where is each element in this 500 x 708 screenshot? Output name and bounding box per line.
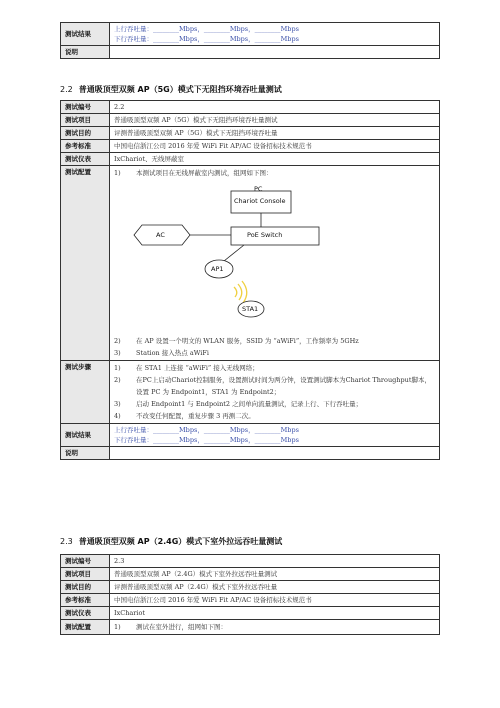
config-key: 测试配置 [61,620,110,635]
upload-line: 上行吞吐量：________Mbps，________Mbps，________Mbps [114,25,299,33]
section-title: 普通吸顶型双频 AP（5G）模式下无阻挡环境吞吐量测试 [78,85,282,94]
row-value: IxChariot [110,607,440,620]
table-row [61,153,440,166]
result-key: 测试结果 [61,23,110,46]
step-number: 2) [114,376,121,384]
row-value: 普通吸顶型双频 AP（5G）模式下无阻挡环境吞吐量测试 [110,114,440,127]
note-value [110,447,440,460]
note-value [110,46,440,59]
table-row [61,114,440,127]
result-row [61,424,440,447]
table-row [61,127,440,140]
section-number: 2.2 [60,85,73,94]
note-row [61,447,440,460]
chariot-label: Chariot Console [234,197,286,205]
table-row [61,101,440,114]
row-value: 中国电信浙江公司 2016 年爱 WiFi Fit AP/AC 设备招标技术规范书 [110,140,440,153]
step-text: 启动 Endpoint1 与 Endpoint2 之间单向流量测试，记录上行、下行吞吐量； [136,400,363,408]
result-key: 测试结果 [61,424,110,447]
steps-key: 测试步骤 [61,361,110,424]
test-step [114,398,435,410]
pc-label: PC [254,185,263,193]
row-value: IxChariot、无线屏蔽室 [110,153,440,166]
step-text: 在 STA1 上连接 “aWiFi” 接入无线网络； [136,364,259,372]
section-2-2-heading [60,84,282,95]
test-step [114,410,435,422]
download-line: 下行吞吐量：________Mbps，________Mbps，________Mbps [114,436,299,444]
step-text: 测试在室外进行，组网如下图： [136,623,227,631]
config-step [114,347,435,359]
row-key: 测试项目 [61,568,110,581]
step-text: 不改变任何配置，重复步骤 3 再测二次。 [136,412,255,420]
row-value: 评测普通吸顶型双频 AP（2.4G）模式下室外拉远吞吐量 [110,581,440,594]
step-number: 3) [114,400,121,408]
switch-ap-link [224,245,244,261]
note-key: 说明 [61,447,110,460]
top-spec-table [60,22,440,59]
step-number: 4) [114,412,121,420]
row-value: 评测普通吸顶型双频 AP（5G）模式下无阻挡环境吞吐量 [110,127,440,140]
config-step [114,167,435,179]
row-key: 测试编号 [61,101,110,114]
note-key: 说明 [61,46,110,59]
section-number: 2.3 [60,537,73,546]
section-2-3-table [60,554,440,635]
download-line: 下行吞吐量：________Mbps，________Mbps，________Mbps [114,35,299,43]
step-number: 1) [114,623,121,631]
row-value: 普通吸顶型双频 AP（2.4G）模式下室外拉远吞吐量测试 [110,568,440,581]
row-key: 测试项目 [61,114,110,127]
table-row [61,568,440,581]
step-number: 3) [114,349,121,357]
note-row [61,46,440,59]
config-step [114,621,435,633]
table-row [61,555,440,568]
steps-value [110,361,440,424]
row-key: 参考标准 [61,594,110,607]
ap-label: AP1 [211,265,224,273]
result-value [110,424,440,447]
upload-line: 上行吞吐量：________Mbps，________Mbps，________Mbps [114,426,299,434]
row-key: 测试目的 [61,127,110,140]
section-2-2-table [60,100,440,460]
config-row [61,620,440,635]
network-diagram-svg [124,181,324,331]
row-key: 测试目的 [61,581,110,594]
step-text: 在 AP 设置一个明文的 WLAN 服务，SSID 为 “aWiFi”，工作频率为 5GHz [136,337,359,345]
table-row [61,140,440,153]
row-key: 参考标准 [61,140,110,153]
step-text: 在PC上启动Chariot控制服务，设置测试时间为两分钟，设置测试脚本为Chariot Throughput脚本，设置 PC 为 Endpoint1，STA1 为 Endpoint2； [136,376,431,396]
step-number: 1) [114,364,121,372]
table-row [61,594,440,607]
table-row [61,581,440,594]
step-number: 1) [114,169,121,177]
config-value [110,166,440,361]
step-text: Station 接入热点 aWiFi [136,349,209,357]
row-key: 测试仪表 [61,607,110,620]
test-step [114,374,435,398]
section-2-3-heading [60,536,282,547]
config-value [110,620,440,635]
wifi-signal-icon [234,281,247,303]
row-value: 中国电信浙江公司 2016 年爱 WiFi Fit AP/AC 设备招标技术规范书 [110,594,440,607]
switch-label: PoE Switch [247,231,283,239]
step-text: 本测试项目在无线屏蔽室内测试，组网如下图： [136,169,273,177]
row-value: 2.2 [110,101,440,114]
config-key: 测试配置 [61,166,110,361]
network-diagram [124,181,324,331]
ac-label: AC [156,231,165,239]
test-step [114,362,435,374]
config-row [61,166,440,361]
section-title: 普通吸顶型双频 AP（2.4G）模式下室外拉远吞吐量测试 [78,537,283,546]
steps-row [61,361,440,424]
step-number: 2) [114,337,121,345]
row-value: 2.3 [110,555,440,568]
table-row [61,607,440,620]
result-row [61,23,440,46]
result-value [110,23,440,46]
sta-label: STA1 [242,305,259,313]
row-key: 测试编号 [61,555,110,568]
row-key: 测试仪表 [61,153,110,166]
config-step [114,335,435,347]
